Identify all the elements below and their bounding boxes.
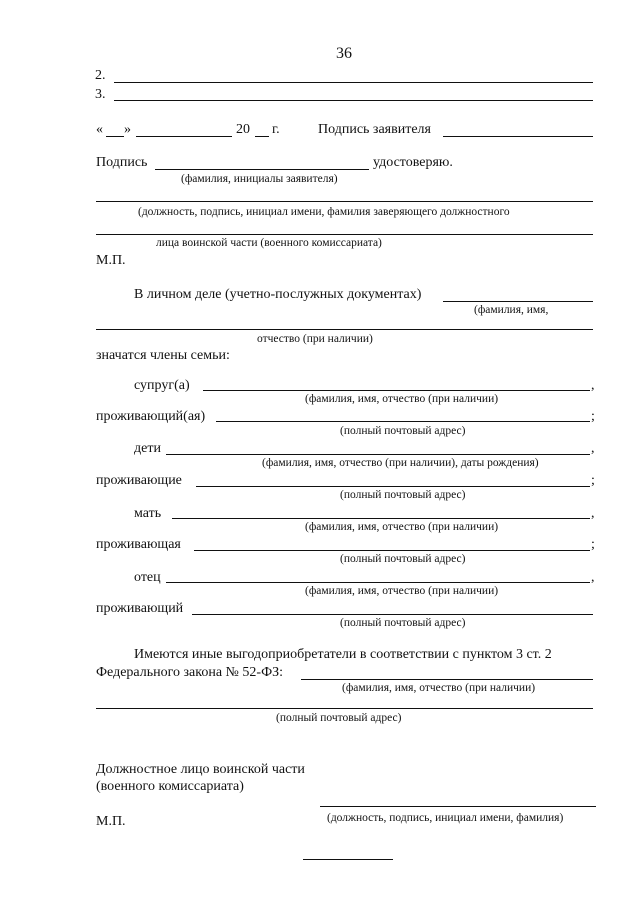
beneficiaries-line-1: Имеются иные выгодоприобретатели в соответствии с пунктом 3 ст. 2 <box>134 647 552 662</box>
mother-label: мать <box>134 506 162 521</box>
official-signature-caption: (должность, подпись, инициал имени, фамилия) <box>327 812 564 824</box>
children-semicolon: ; <box>591 473 595 488</box>
page-number: 36 <box>336 45 352 62</box>
beneficiaries-caption-fio: (фамилия, имя, отчество (при наличии) <box>342 682 536 694</box>
father-address-line[interactable] <box>192 614 593 615</box>
official-line-1: Должностное лицо воинской части <box>96 762 305 777</box>
signature-label: Подпись <box>96 155 148 170</box>
official-line-2[interactable] <box>96 234 593 235</box>
mother-address-line[interactable] <box>194 550 590 551</box>
children-label: дети <box>134 441 161 456</box>
beneficiaries-line-2: Федерального закона № 52-ФЗ: <box>96 665 284 680</box>
official-stamp: М.П. <box>96 814 126 829</box>
beneficiaries-caption-address: (полный почтовый адрес) <box>276 712 402 724</box>
children-comma: , <box>591 441 595 456</box>
mother-living-label: проживающая <box>96 537 181 552</box>
certify-text: удостоверяю. <box>373 155 453 170</box>
official-caption-1: (должность, подпись, инициал имени, фамилия заверяющего должностного <box>138 206 510 218</box>
spouse-address-line[interactable] <box>216 421 590 422</box>
children-address-line[interactable] <box>196 486 590 487</box>
father-comma: , <box>591 570 595 585</box>
applicant-name-line[interactable] <box>155 169 369 170</box>
spouse-comma: , <box>591 378 595 393</box>
father-label: отец <box>134 570 161 585</box>
children-address-caption: (полный почтовый адрес) <box>340 489 466 501</box>
official-signature-line[interactable] <box>320 806 596 807</box>
personal-file-name-line[interactable] <box>443 301 593 302</box>
spouse-living-label: проживающий(ая) <box>96 409 206 424</box>
applicant-signature-label: Подпись заявителя <box>318 122 431 137</box>
children-living-label: проживающие <box>96 473 182 488</box>
personal-file-caption-patronymic: отчество (при наличии) <box>257 333 373 345</box>
beneficiaries-name-line[interactable] <box>301 679 593 680</box>
official-line-2: (военного комиссариата) <box>96 779 244 794</box>
spouse-caption: (фамилия, имя, отчество (при наличии) <box>305 393 499 405</box>
spouse-semicolon: ; <box>591 409 595 424</box>
item-2-line[interactable] <box>114 82 593 83</box>
spouse-address-caption: (полный почтовый адрес) <box>340 425 466 437</box>
mother-name-line[interactable] <box>172 518 590 519</box>
mother-comma: , <box>591 506 595 521</box>
quote-close: » <box>124 122 131 137</box>
item-3-line[interactable] <box>114 100 593 101</box>
mother-semicolon: ; <box>591 537 595 552</box>
mother-address-caption: (полный почтовый адрес) <box>340 553 466 565</box>
personal-file-patronymic-line[interactable] <box>96 329 593 330</box>
beneficiaries-address-line[interactable] <box>96 708 593 709</box>
family-listed-text: значатся члены семьи: <box>96 348 230 363</box>
spouse-name-line[interactable] <box>203 390 590 391</box>
official-caption-2: лица воинской части (военного комиссариата) <box>156 237 382 249</box>
official-line-1[interactable] <box>96 201 593 202</box>
mother-caption: (фамилия, имя, отчество (при наличии) <box>305 521 499 533</box>
personal-file-intro: В личном деле (учетно-послужных документах) <box>134 287 422 302</box>
spouse-label: супруг(а) <box>134 378 190 393</box>
father-address-caption: (полный почтовый адрес) <box>340 617 466 629</box>
father-name-line[interactable] <box>166 582 590 583</box>
children-name-line[interactable] <box>166 454 590 455</box>
stamp-mark: М.П. <box>96 253 126 268</box>
children-caption: (фамилия, имя, отчество (при наличии), даты рождения) <box>262 457 539 469</box>
year-suffix: г. <box>272 122 280 137</box>
year-line[interactable] <box>255 136 269 137</box>
day-line[interactable] <box>106 136 124 137</box>
father-living-label: проживающий <box>96 601 184 616</box>
father-caption: (фамилия, имя, отчество (при наличии) <box>305 585 499 597</box>
item-3-number: 3. <box>95 87 106 102</box>
item-2-number: 2. <box>95 68 106 83</box>
applicant-signature-line[interactable] <box>443 136 593 137</box>
quote-open: « <box>96 122 103 137</box>
footnote-separator <box>303 859 393 860</box>
applicant-caption: (фамилия, инициалы заявителя) <box>181 173 338 185</box>
month-line[interactable] <box>136 136 232 137</box>
personal-file-caption-name: (фамилия, имя, <box>474 304 549 316</box>
year-prefix: 20 <box>236 122 250 137</box>
